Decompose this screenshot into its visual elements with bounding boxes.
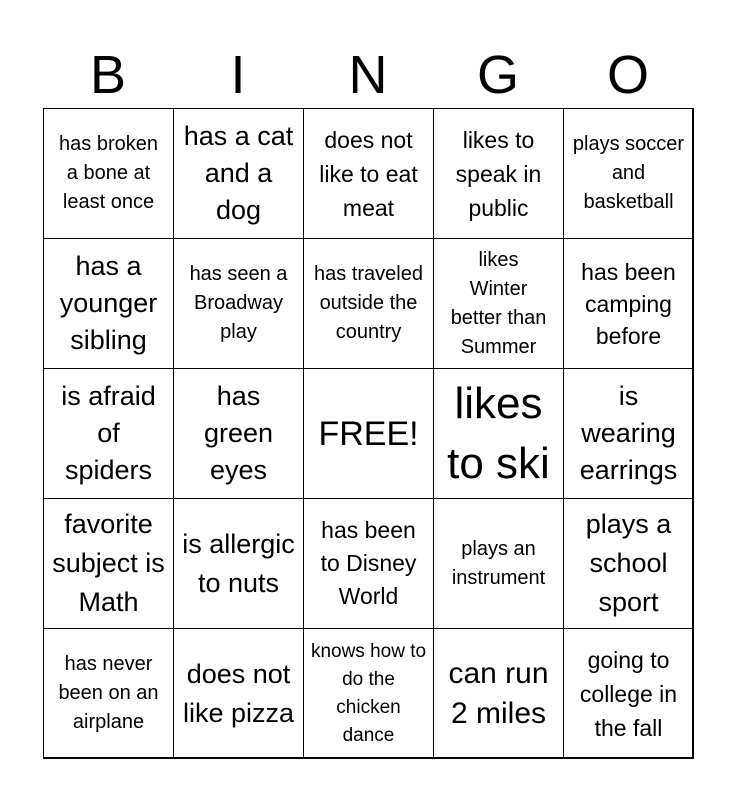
cell-text: plays a school sport: [585, 509, 672, 617]
bingo-cell[interactable]: [173, 108, 304, 239]
cell-text: plays an instrument: [451, 537, 546, 589]
bingo-cell[interactable]: [563, 498, 694, 629]
bingo-cell[interactable]: [43, 368, 174, 499]
cell-text: is allergic to nuts: [182, 528, 295, 598]
cell-text: likes Winter better than Summer: [450, 248, 547, 358]
cell-text: has broken a bone at least once: [59, 133, 158, 213]
bingo-cell[interactable]: [43, 628, 174, 759]
cell-text: likes to speak in public: [455, 126, 542, 221]
bingo-cell[interactable]: [563, 238, 694, 369]
cell-text: likes to ski: [447, 378, 550, 488]
bingo-cell[interactable]: [433, 108, 564, 239]
bingo-board: [43, 108, 693, 758]
bingo-cell[interactable]: [43, 238, 174, 369]
bingo-header: [43, 40, 693, 110]
header-letter-b: B: [89, 45, 127, 105]
cell-text: can run 2 miles: [448, 656, 549, 730]
free-space[interactable]: [303, 368, 434, 499]
cell-text: has never been on an airplane: [58, 653, 159, 733]
bingo-cell[interactable]: [173, 628, 304, 759]
bingo-cell[interactable]: [563, 108, 694, 239]
cell-text: has seen a Broadway play: [189, 263, 288, 343]
cell-text: has a cat and a dog: [183, 121, 294, 225]
cell-text: is wearing earrings: [579, 381, 678, 485]
bingo-cell[interactable]: [43, 108, 174, 239]
cell-text: has been camping before: [581, 258, 676, 349]
bingo-cell[interactable]: [303, 108, 434, 239]
bingo-cell[interactable]: [433, 368, 564, 499]
bingo-cell[interactable]: [433, 238, 564, 369]
cell-text: favorite subject is Math: [52, 509, 165, 617]
cell-text: knows how to do the chicken dance: [310, 640, 427, 746]
header-letter-o: O: [606, 45, 649, 105]
bingo-cell[interactable]: [303, 628, 434, 759]
header-letter-n: N: [348, 45, 388, 105]
bingo-cell[interactable]: [563, 368, 694, 499]
cell-text: has green eyes: [203, 381, 274, 485]
bingo-cell[interactable]: [433, 628, 564, 759]
cell-text: plays soccer and basketball: [572, 133, 685, 213]
cell-text: has a younger sibling: [59, 251, 158, 355]
bingo-cell[interactable]: [303, 498, 434, 629]
bingo-cell[interactable]: [173, 368, 304, 499]
cell-text: does not like to eat meat: [319, 126, 418, 221]
bingo-cell[interactable]: [173, 498, 304, 629]
cell-text: does not like pizza: [182, 658, 295, 728]
cell-text: going to college in the fall: [579, 646, 678, 741]
header-letter-i: I: [230, 45, 246, 105]
cell-text: has been to Disney World: [320, 517, 417, 609]
cell-text: has traveled outside the country: [314, 263, 423, 343]
bingo-cell[interactable]: [563, 628, 694, 759]
header-letter-g: G: [476, 45, 519, 105]
cell-text: is afraid of spiders: [61, 381, 156, 485]
bingo-cell[interactable]: [43, 498, 174, 629]
bingo-cell[interactable]: [303, 238, 434, 369]
bingo-cell[interactable]: [173, 238, 304, 369]
free-space-text: FREE!: [318, 414, 419, 453]
bingo-cell[interactable]: [433, 498, 564, 629]
